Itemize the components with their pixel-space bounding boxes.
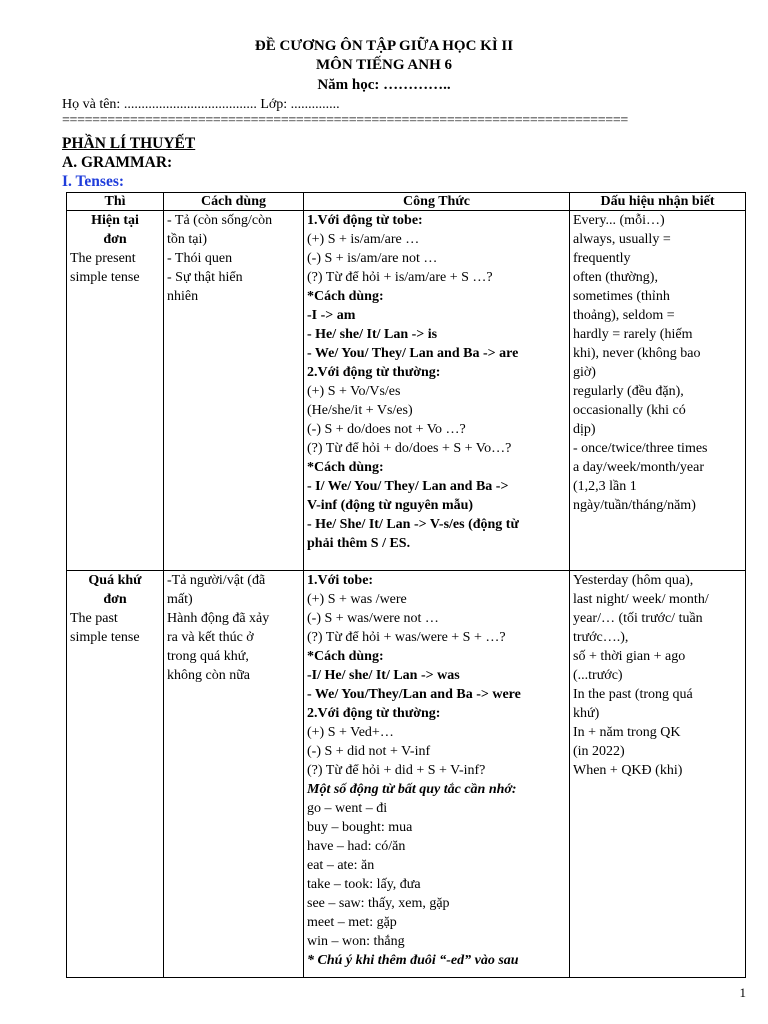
formula-line: 2.Với động từ thường:: [307, 706, 441, 721]
table-header-row: [67, 193, 746, 211]
usage-line: Hành động đã xảy: [167, 611, 270, 626]
signal-line: (in 2022): [573, 744, 625, 759]
formula-line: (+) S + Vo/Vs/es: [307, 384, 401, 399]
formula-line: (He/she/it + Vs/es): [307, 403, 413, 418]
formula-line: (+) S + was /were: [307, 592, 407, 607]
formula-line: *Cách dùng:: [307, 460, 384, 475]
student-info-line: Họ và tên: ...................................... Lớp: ..............: [62, 97, 340, 112]
signal-line: frequently: [573, 251, 631, 266]
formula-line: buy – bought: mua: [307, 820, 413, 835]
formula-line: *Cách dùng:: [307, 289, 384, 304]
formula-line: (-) S + was/were not …: [307, 611, 439, 626]
usage-line: - Sự thật hiển: [167, 270, 243, 285]
formula-line: - We/ You/ They/ Lan and Ba -> are: [307, 346, 519, 361]
formula-line: go – went – đi: [307, 801, 388, 816]
tense-name-vi: đơn: [103, 232, 127, 247]
tense-name-vi: Quá khứ: [88, 573, 142, 588]
section-theory-heading: PHẦN LÍ THUYẾT: [62, 135, 196, 152]
signal-line: (1,2,3 lần 1: [573, 479, 637, 494]
formula-cell: [304, 571, 570, 978]
tense-name-vi: đơn: [103, 592, 127, 607]
tense-name-en: simple tense: [70, 630, 140, 645]
usage-cell: [164, 571, 304, 978]
header-tense: Thì: [67, 193, 164, 211]
usage-cell: [164, 211, 304, 571]
tense-name-en: simple tense: [70, 270, 140, 285]
formula-line: have – had: có/ăn: [307, 839, 406, 854]
signal-line: khứ): [573, 706, 600, 721]
formula-line: - We/ You/They/Lan and Ba -> were: [307, 687, 521, 702]
signal-line: regularly (đều đặn),: [573, 384, 684, 399]
formula-line: (+) S + Ved+…: [307, 725, 394, 740]
formula-line: 1.Với tobe:: [307, 573, 374, 588]
formula-line: (+) S + is/am/are …: [307, 232, 420, 247]
section-grammar-heading: A. GRAMMAR:: [62, 154, 173, 171]
formula-line: - He/ she/ It/ Lan -> is: [307, 327, 438, 342]
formula-line: -I -> am: [307, 308, 356, 323]
usage-line: ra và kết thúc ở: [167, 630, 254, 645]
usage-line: - Tả (còn sống/còn: [167, 213, 273, 228]
formula-line: eat – ate: ăn: [307, 858, 375, 873]
formula-line: (?) Từ để hỏi + was/were + S + …?: [307, 630, 506, 645]
formula-line: (-) S + is/am/are not …: [307, 251, 438, 266]
tense-name-vi: Hiện tại: [91, 213, 139, 228]
formula-line: - I/ We/ You/ They/ Lan and Ba ->: [307, 479, 509, 494]
signal-line: year/… (tối trước/ tuần: [573, 611, 703, 626]
signal-line: occasionally (khi có: [573, 403, 686, 418]
usage-line: -Tả người/vật (đã: [167, 573, 266, 588]
usage-line: mất): [167, 592, 193, 607]
formula-line: see – saw: thấy, xem, gặp: [307, 896, 450, 911]
table-row-past-simple: [67, 571, 746, 978]
formula-line: win – won: thắng: [307, 934, 405, 949]
page-number: 1: [739, 985, 746, 1000]
school-year: Năm học: …………..: [317, 77, 451, 93]
formula-line: (?) Từ để hỏi + did + S + V-inf?: [307, 763, 486, 778]
signal-line: last night/ week/ month/: [573, 592, 709, 607]
signals-cell: [570, 211, 746, 571]
formula-line: (-) S + do/does not + Vo …?: [307, 422, 466, 437]
section-tenses-heading: I. Tenses:: [62, 173, 125, 190]
usage-line: không còn nữa: [167, 668, 251, 683]
tense-name-en: The present: [70, 251, 136, 266]
tense-name-en: The past: [70, 611, 118, 626]
usage-line: trong quá khứ,: [167, 649, 249, 664]
signal-line: trước….),: [573, 630, 629, 645]
signal-line: Yesterday (hôm qua),: [573, 573, 694, 588]
formula-line: phải thêm S / ES.: [307, 536, 411, 551]
table-row-present-simple: [67, 211, 746, 571]
signal-line: When + QKĐ (khi): [573, 763, 683, 778]
signal-line: often (thường),: [573, 270, 658, 285]
signal-line: giờ): [573, 365, 596, 380]
formula-line: V-inf (động từ nguyên mẫu): [307, 498, 474, 513]
signal-line: ngày/tuần/tháng/năm): [573, 498, 696, 513]
signal-line: số + thời gian + ago: [573, 649, 686, 664]
usage-line: - Thói quen: [167, 251, 233, 266]
usage-line: nhiên: [167, 289, 199, 304]
usage-line: tồn tại): [167, 232, 208, 247]
signal-line: In + năm trong QK: [573, 725, 681, 740]
formula-line: (-) S + did not + V-inf: [307, 744, 431, 759]
formula-line: * Chú ý khi thêm đuôi “-ed” vào sau: [307, 953, 519, 968]
signal-line: khi), never (không bao: [573, 346, 701, 361]
signal-line: dịp): [573, 422, 596, 437]
formula-line: (?) Từ để hỏi + do/does + S + Vo…?: [307, 441, 512, 456]
formula-line: Một số động từ bất quy tắc cần nhớ:: [307, 782, 517, 797]
signal-line: a day/week/month/year: [573, 460, 705, 475]
formula-line: 1.Với động từ tobe:: [307, 213, 423, 228]
formula-line: *Cách dùng:: [307, 649, 384, 664]
signal-line: hardly = rarely (hiếm: [573, 327, 693, 342]
formula-line: 2.Với động từ thường:: [307, 365, 441, 380]
header-signals: Dấu hiệu nhận biết: [570, 193, 746, 211]
formula-line: -I/ He/ she/ It/ Lan -> was: [307, 668, 460, 683]
formula-line: (?) Từ để hỏi + is/am/are + S …?: [307, 270, 493, 285]
signal-line: sometimes (thỉnh: [573, 289, 670, 304]
signals-cell: [570, 571, 746, 978]
tenses-table: [66, 192, 746, 978]
tense-name-cell: [67, 571, 164, 978]
formula-line: take – took: lấy, đưa: [307, 877, 421, 892]
formula-line: - He/ She/ It/ Lan -> V-s/es (động từ: [307, 517, 519, 532]
signal-line: always, usually =: [573, 232, 671, 247]
formula-line: meet – met: gặp: [307, 915, 397, 930]
header-formula: Công Thức: [304, 193, 570, 211]
signal-line: (...trước): [573, 668, 623, 683]
subject-title: MÔN TIẾNG ANH 6: [316, 57, 452, 73]
header-usage: Cách dùng: [164, 193, 304, 211]
separator-line: ===========================================================================: [62, 114, 628, 128]
signal-line: - once/twice/three times: [573, 441, 708, 456]
signal-line: thoảng), seldom =: [573, 308, 675, 323]
formula-cell: [304, 211, 570, 571]
tense-name-cell: [67, 211, 164, 571]
document-title: ĐỀ CƯƠNG ÔN TẬP GIỮA HỌC KÌ II: [254, 38, 514, 54]
signal-line: Every... (mỗi…): [573, 213, 665, 228]
signal-line: In the past (trong quá: [573, 687, 693, 702]
